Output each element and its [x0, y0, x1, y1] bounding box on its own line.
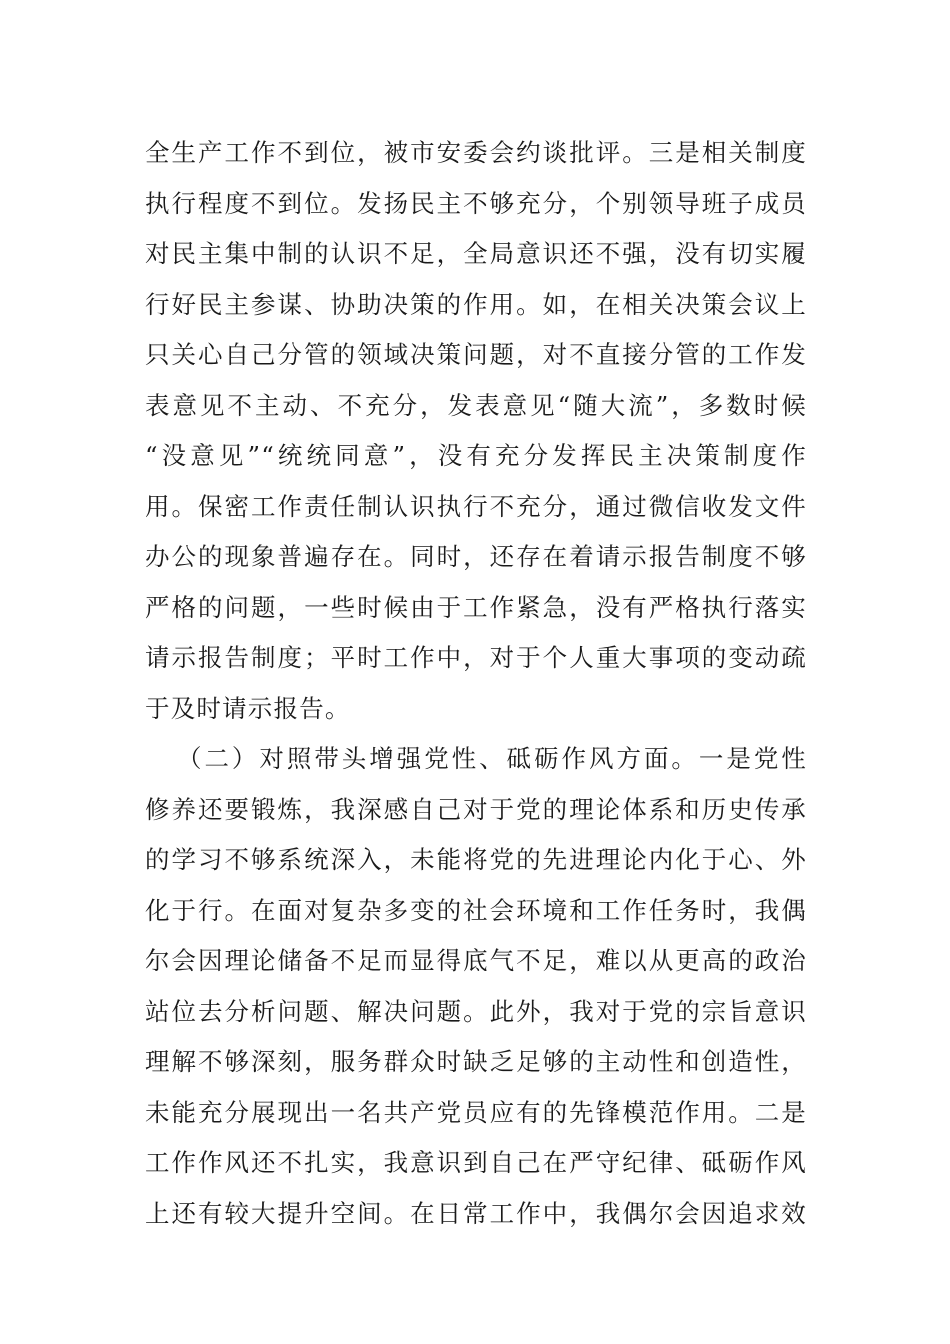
text-line: 办公的现象普遍存在。同时，还存在着请示报告制度不够 [145, 542, 807, 571]
text-line: 化于行。在面对复杂多变的社会环境和工作任务时，我偶 [145, 895, 807, 925]
text-line: 的学习不够系统深入，未能将党的先进理论内化于心、外 [145, 845, 807, 874]
text-line: 用。保密工作责任制认识执行不充分，通过微信收发文件 [145, 491, 807, 521]
text-line: 全生产工作不到位，被市安委会约谈批评。三是相关制度 [145, 138, 807, 167]
text-line: 只关心自己分管的领域决策问题，对不直接分管的工作发 [145, 340, 807, 369]
text-line: 站位去分析问题、解决问题。此外，我对于党的宗旨意识 [145, 996, 807, 1026]
text-line: 工作作风还不扎实，我意识到自己在严守纪律、砥砺作风 [145, 1148, 807, 1177]
paragraph-2 [145, 734, 807, 1239]
text-line: 行好民主参谋、协助决策的作用。如，在相关决策会议上 [145, 289, 807, 319]
section-heading-line: （二）对照带头增强党性、砥砺作风方面。一是党性 [177, 744, 807, 773]
paragraph-1 [145, 128, 807, 734]
document-body [145, 128, 807, 1239]
text-line: 表意见不主动、不充分，发表意见“随大流”，多数时候 [145, 390, 807, 420]
text-line: 请示报告制度；平时工作中，对于个人重大事项的变动疏 [145, 643, 807, 672]
text-line: “没意见”“统统同意”，没有充分发挥民主决策制度作 [145, 441, 807, 470]
text-line: 严格的问题，一些时候由于工作紧急，没有严格执行落实 [145, 592, 807, 622]
text-line: 理解不够深刻，服务群众时缺乏足够的主动性和创造性， [145, 1047, 807, 1076]
text-line: 对民主集中制的认识不足，全局意识还不强，没有切实履 [145, 239, 807, 268]
text-line: 尔会因理论储备不足而显得底气不足，难以从更高的政治 [145, 946, 807, 975]
text-line: 未能充分展现出一名共产党员应有的先锋模范作用。二是 [145, 1097, 807, 1127]
text-line: 修养还要锻炼，我深感自己对于党的理论体系和历史传承 [145, 794, 807, 824]
text-line: 执行程度不到位。发扬民主不够充分，个别领导班子成员 [145, 188, 807, 218]
text-line: 于及时请示报告。 [145, 693, 351, 723]
text-line: 上还有较大提升空间。在日常工作中，我偶尔会因追求效 [145, 1198, 807, 1228]
